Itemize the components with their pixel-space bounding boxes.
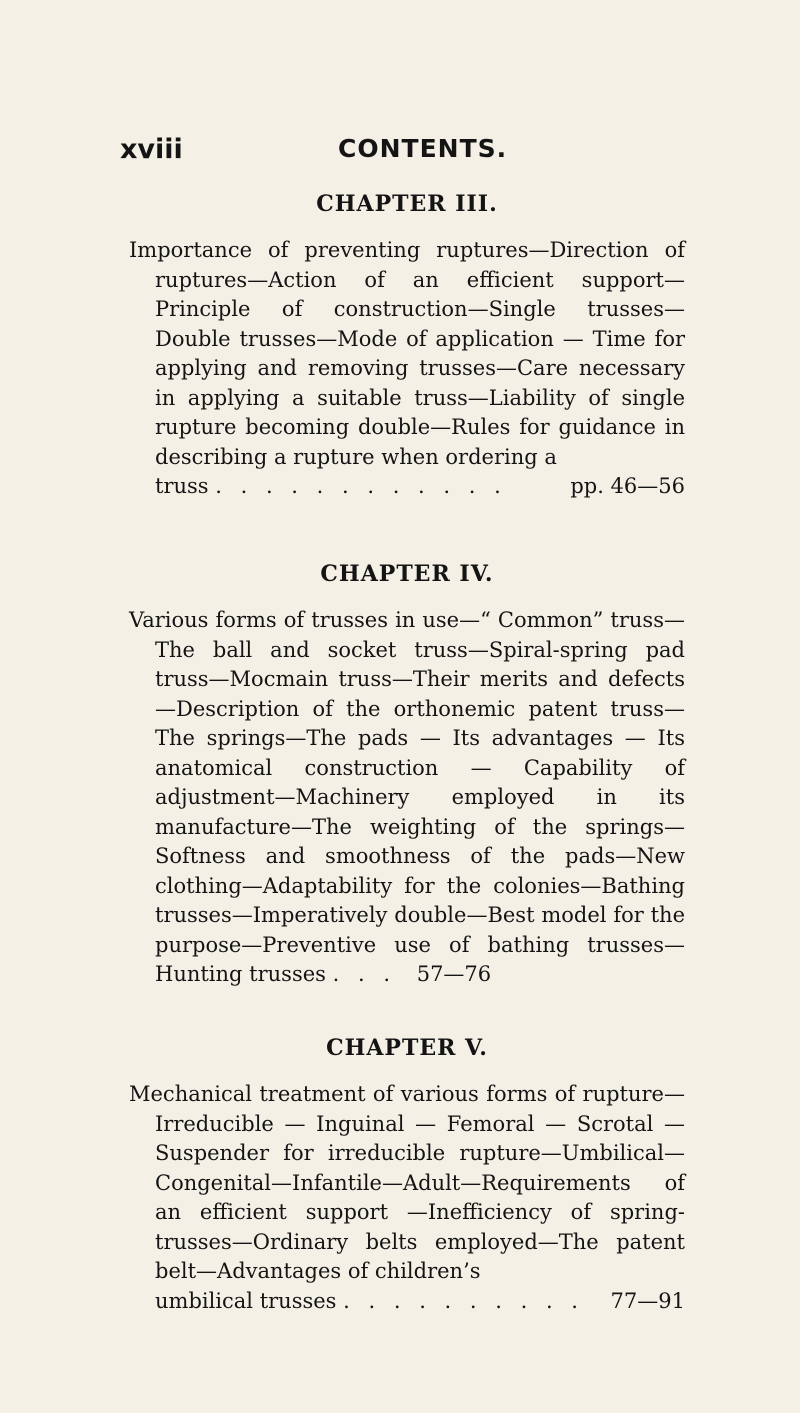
chapter-summary [129,606,685,990]
chapter-5 [129,1034,685,1316]
chapter-heading: CHAPTER III. [316,191,498,217]
summary-tail [155,472,685,502]
chapter-heading: CHAPTER V. [326,1035,488,1061]
chapter-summary [129,236,685,502]
dot-leader: . . . . . . . . . . [343,1288,584,1313]
chapter-heading: CHAPTER IV. [320,561,494,587]
summary-text: Various forms of trusses in use—“ Common” truss—The ball and socket truss—Spiral-spring pad truss—Mocmain truss—Their merits and defects—Description of the orthonemic patent truss—The springs—The pads — Its advantages — Its anatomical construction — Capability of adjustment—Machinery employed in its manufacture—The weighting of the springs—Softness and smoothness of the pads—New clothing—Adaptability for the colonies—Bathing trusses—Imperatively double—Best model for the purpose—Preventive use of bathing trusses—Hunting trusses [129,608,685,986]
page-range: pp. 46—56 [570,474,685,498]
chapter-3 [129,190,685,502]
page-range: 57—76 [416,962,492,986]
running-title: CONTENTS. [338,134,508,163]
page-range: 77—91 [610,1288,685,1313]
summary-last-word: umbilical trusses [155,1288,337,1313]
dot-leader: . . . . . . . . . . . . [215,474,507,498]
chapter-summary [129,1080,685,1316]
summary-tail [155,1287,685,1317]
dot-leader: . . . [332,962,397,986]
running-head [120,134,680,174]
summary-last-word: truss [155,474,209,498]
summary-text: Mechanical treatment of various forms of rupture—Irreducible — Inguinal — Femoral — Scrotal — Suspender for irreducible rupture—Umbilical—Congenital—Infantile—Adult—Requirements of an efficient support —Inefficiency of spring-trusses—Ordinary belts employed—The patent belt—Advantages of children’s [129,1082,685,1283]
page-number: xviii [120,134,183,165]
summary-text: Importance of preventing ruptures—Direction of ruptures—Action of an efficient support—Principle of construction—Single trusses—Double trusses—Mode of application — Time for applying and removing trusses—Care necessary in applying a suitable truss—Liability of single rupture becoming double—Rules for guidance in describing a rupture when ordering a [129,238,685,469]
chapter-4 [129,560,685,990]
